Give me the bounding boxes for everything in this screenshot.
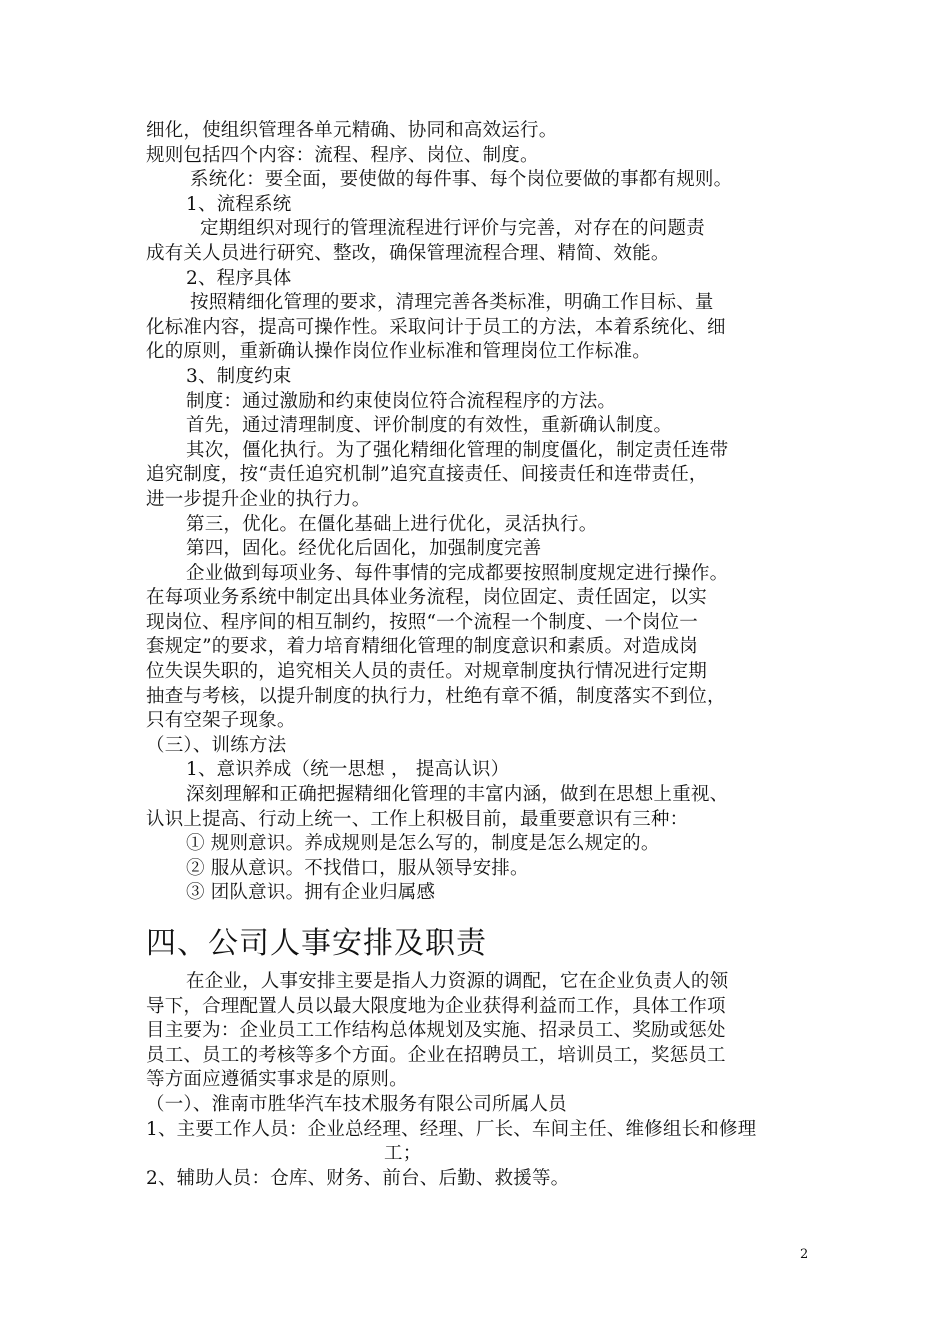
text-line: 第四，固化。经优化后固化，加强制度完善 <box>186 538 542 560</box>
text-line: ② 服从意识。不找借口，服从领导安排。 <box>186 857 529 879</box>
text-line: 等方面应遵循实事求是的原则。 <box>146 1069 408 1091</box>
text-line: 制度：通过激励和约束使岗位符合流程程序的方法。 <box>186 390 617 412</box>
text-line: 2、程序具体 <box>186 267 292 289</box>
text-line: 其次，僵化执行。为了强化精细化管理的制度僵化，制定责任连带 <box>186 439 729 461</box>
text-line: 现岗位、程序间的相互制约，按照“一个流程一个制度、一个岗位一 <box>146 611 698 633</box>
text-line: 化标准内容，提高可操作性。采取问计于员工的方法，本着系统化、细 <box>146 316 726 338</box>
text-line: 规则包括四个内容：流程、程序、岗位、制度。 <box>146 144 539 166</box>
text-line: 进一步提升企业的执行力。 <box>146 488 371 510</box>
page-body <box>146 119 826 1191</box>
section-personnel <box>146 970 826 1191</box>
text-line: 3、制度约束 <box>186 365 292 387</box>
text-line: 按照精细化管理的要求，清理完善各类标准，明确工作目标、量 <box>190 292 714 314</box>
text-line: 2、辅助人员：仓库、财务、前台、后勤、救援等。 <box>146 1167 570 1189</box>
text-line: 追究制度，按“责任追究机制”追究直接责任、间接责任和连带责任， <box>146 464 708 486</box>
text-line: 首先，通过清理制度、评价制度的有效性，重新确认制度。 <box>186 415 673 437</box>
text-line: 员工、员工的考核等多个方面。企业在招聘员工，培训员工，奖惩员工 <box>146 1044 726 1066</box>
text-line: 只有空架子现象。 <box>146 710 296 732</box>
section-training-rules <box>146 119 826 906</box>
text-line: 细化，使组织管理各单元精确、协同和高效运行。 <box>146 120 558 141</box>
section-heading: 四、公司人事安排及职责 <box>146 926 487 961</box>
text-line: 系统化：要全面，要使做的每件事、每个岗位要做的事都有规则。 <box>190 169 733 191</box>
text-line: 目主要为：企业员工工作结构总体规划及实施、招录员工、奖励或惩处 <box>146 1020 726 1042</box>
text-line: 第三，优化。在僵化基础上进行优化，灵活执行。 <box>186 513 598 535</box>
text-line: 在企业，人事安排主要是指人力资源的调配，它在企业负责人的领 <box>186 971 729 992</box>
text-line: 认识上提高、行动上统一、工作上积极目前，最重要意识有三种： <box>146 808 689 830</box>
text-line: 定期组织对现行的管理流程进行评价与完善，对存在的问题责 <box>200 218 705 240</box>
text-line: ③ 团队意识。拥有企业归属感 <box>186 882 436 904</box>
text-line: 1、主要工作人员：企业总经理、经理、厂长、车间主任、维修组长和修理 <box>146 1118 757 1140</box>
text-line: （一）、淮南市胜华汽车技术服务有限公司所属人员 <box>146 1093 567 1115</box>
text-line: 企业做到每项业务、每件事情的完成都要按照制度规定进行操作。 <box>186 562 729 584</box>
text-line: 在每项业务系统中制定出具体业务流程，岗位固定、责任固定，以实 <box>146 587 708 609</box>
page-number: 2 <box>800 1247 809 1262</box>
text-line: 位失误失职的，追究相关人员的责任。对规章制度执行情况进行定期 <box>146 661 708 683</box>
text-line: （三）、训练方法 <box>146 734 287 756</box>
text-line: 1、意识养成（统一思想 ， 提高认识） <box>186 759 510 781</box>
text-line: 导下，合理配置人员以最大限度地为企业获得利益而工作，具体工作项 <box>146 995 726 1017</box>
text-line: 化的原则，重新确认操作岗位作业标准和管理岗位工作标准。 <box>146 341 651 363</box>
text-line: 成有关人员进行研究、整改，确保管理流程合理、精简、效能。 <box>146 242 670 264</box>
text-line: 深刻理解和正确把握精细化管理的丰富内涵，做到在思想上重视、 <box>186 784 729 806</box>
text-line: 1、流程系统 <box>186 193 292 215</box>
text-line: 工； <box>384 1143 422 1165</box>
text-line: 套规定”的要求，着力培育精细化管理的制度意识和素质。对造成岗 <box>146 636 698 658</box>
text-line: ① 规则意识。养成规则是怎么写的，制度是怎么规定的。 <box>186 833 660 855</box>
text-line: 抽查与考核，以提升制度的执行力，杜绝有章不循，制度落实不到位， <box>146 685 726 707</box>
